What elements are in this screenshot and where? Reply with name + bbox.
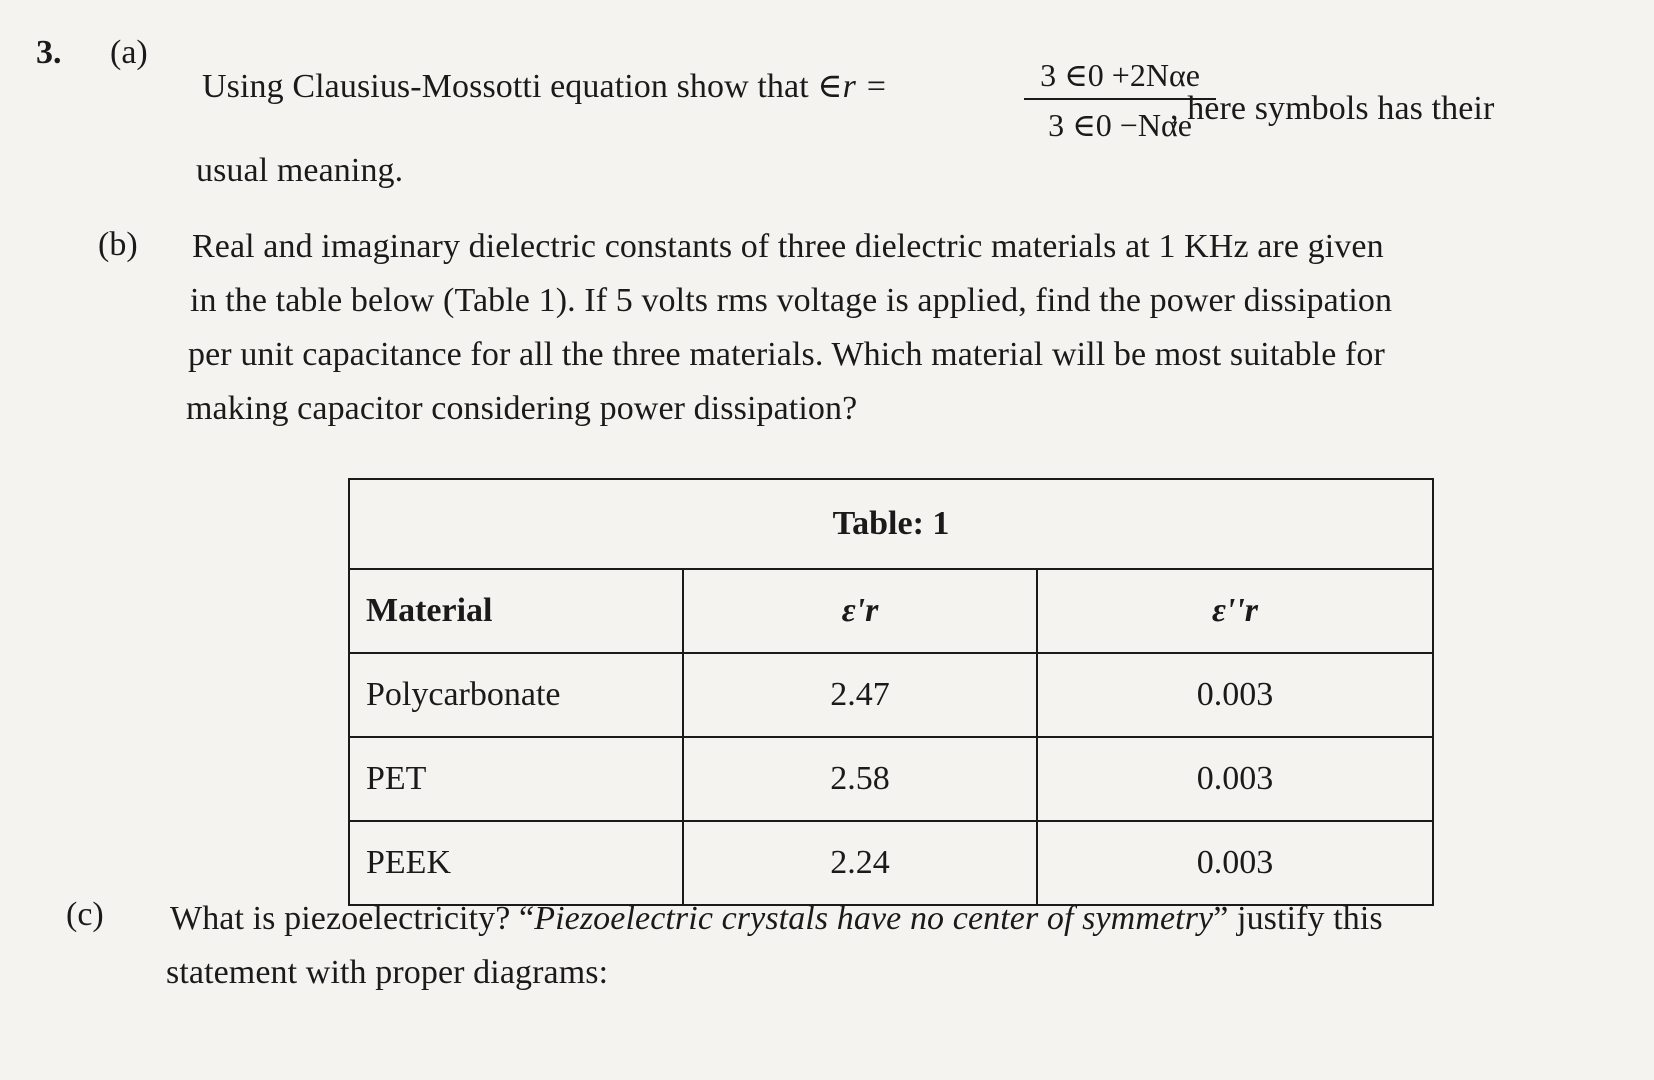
part-c-line-2: statement with proper diagrams:: [166, 954, 609, 991]
header-material: Material: [349, 569, 683, 653]
table-row: [349, 737, 1433, 821]
part-b-line-1: Real and imaginary dielectric constants of three dielectric materials at 1 KHz are given: [192, 228, 1384, 265]
dielectric-constants-table: [348, 478, 1434, 906]
part-c-text-plain-2: ” justify this: [1213, 900, 1383, 937]
header-real-dielectric: ε'r: [683, 569, 1037, 653]
header-imaginary-dielectric: ε''r: [1037, 569, 1433, 653]
part-c-text-plain-1: What is piezoelectricity? “: [170, 900, 535, 937]
part-b-label: (b): [98, 226, 138, 263]
cell-real: 2.58: [683, 737, 1037, 821]
part-c-line-1: [170, 900, 1383, 938]
cell-imaginary: 0.003: [1037, 737, 1433, 821]
table-caption: Table: 1: [349, 479, 1433, 569]
cell-real: 2.24: [683, 821, 1037, 905]
table-row: [349, 653, 1433, 737]
question-number: 3.: [36, 34, 62, 71]
part-a-text-after: , here symbols has their: [1170, 90, 1495, 127]
table-caption-row: [349, 479, 1433, 569]
table-row: [349, 821, 1433, 905]
part-c-text-italic: Piezoelectric crystals have no center of symmetry: [534, 900, 1214, 937]
fraction-denominator: 3 ∈0 −Nαe: [1048, 107, 1192, 143]
part-b-line-4: making capacitor considering power dissipation?: [186, 390, 858, 427]
part-a-lhs: ∈r =: [817, 68, 888, 105]
part-a-label: (a): [110, 34, 148, 71]
cell-real: 2.47: [683, 653, 1037, 737]
part-a-line2: usual meaning.: [196, 152, 404, 189]
cell-imaginary: 0.003: [1037, 653, 1433, 737]
cell-material: PET: [349, 737, 683, 821]
cell-material: PEEK: [349, 821, 683, 905]
table-header-row: [349, 569, 1433, 653]
part-a-text: [202, 66, 888, 106]
part-c-label: (c): [66, 896, 104, 933]
fraction-numerator: 3 ∈0 +2Nαe: [1040, 57, 1200, 93]
cell-imaginary: 0.003: [1037, 821, 1433, 905]
cell-material: Polycarbonate: [349, 653, 683, 737]
part-b-line-2: in the table below (Table 1). If 5 volts rms voltage is applied, find the power dissipation: [190, 282, 1393, 319]
part-a-text-before: Using Clausius-Mossotti equation show that: [202, 68, 809, 105]
part-b-line-3: per unit capacitance for all the three materials. Which material will be most suitable for: [188, 336, 1385, 373]
